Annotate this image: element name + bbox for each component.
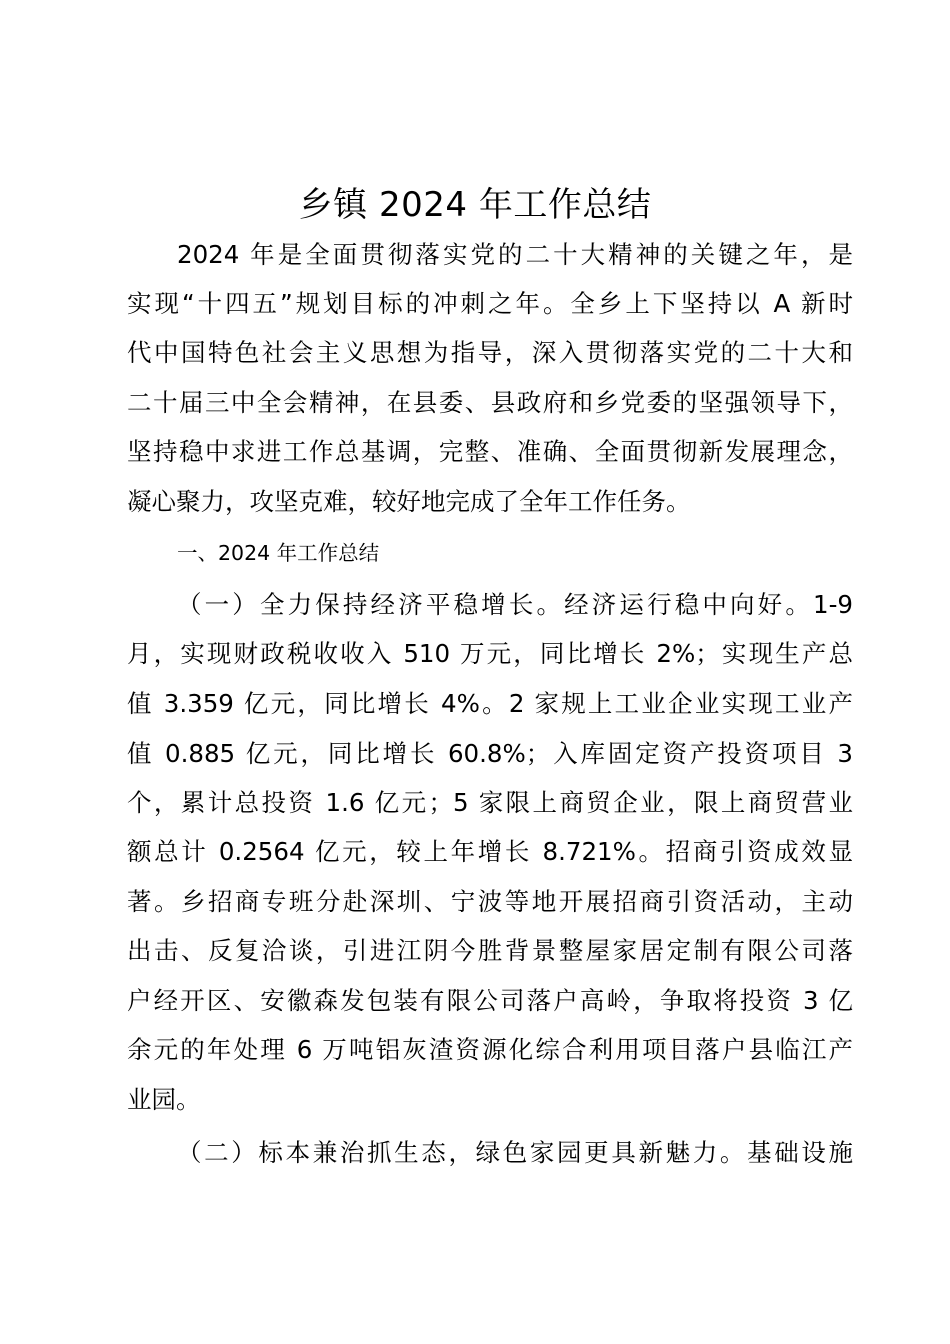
paragraph-line: 凝心聚力，攻坚克难，较好地完成了全年工作任务。: [127, 487, 691, 516]
paragraph-line: 额总计 0.2564 亿元，较上年增长 8.721%。招商引资成效显: [127, 837, 853, 866]
paragraph-line: 坚持稳中求进工作总基调，完整、准确、全面贯彻新发展理念，: [127, 437, 853, 466]
paragraph-line: 著。乡招商专班分赴深圳、宁波等地开展招商引资活动，主动: [127, 887, 853, 916]
paragraph-line: 月，实现财政税收收入 510 万元，同比增长 2%；实现生产总: [127, 639, 853, 668]
paragraph-line: 户经开区、安徽森发包装有限公司落户高岭，争取将投资 3 亿: [127, 986, 853, 1015]
paragraph-line: 二十届三中全会精神，在县委、县政府和乡党委的坚强领导下，: [127, 388, 853, 417]
paragraph-line: 业园。: [127, 1085, 201, 1114]
paragraph-line: （二）标本兼治抓生态，绿色家园更具新魅力。基础设施: [177, 1138, 853, 1167]
document-title: 乡镇 2024 年工作总结: [298, 185, 652, 225]
paragraph-line: 值 0.885 亿元，同比增长 60.8%；入库固定资产投资项目 3: [127, 739, 853, 768]
section-heading: 一、2024 年工作总结: [177, 541, 380, 565]
paragraph-line: 出击、反复洽谈，引进江阴今胜背景整屋家居定制有限公司落: [127, 936, 853, 965]
paragraph-line: 值 3.359 亿元，同比增长 4%。2 家规上工业企业实现工业产: [127, 689, 853, 718]
paragraph-line: 代中国特色社会主义思想为指导，深入贯彻落实党的二十大和: [127, 338, 853, 367]
paragraph-line: 实现“十四五”规划目标的冲刺之年。全乡上下坚持以 A 新时: [127, 289, 853, 318]
paragraph-line: （一）全力保持经济平稳增长。经济运行稳中向好。1-9: [177, 590, 853, 619]
paragraph-line: 2024 年是全面贯彻落实党的二十大精神的关键之年，是: [177, 240, 853, 269]
paragraph-line: 余元的年处理 6 万吨铝灰渣资源化综合利用项目落户县临江产: [127, 1035, 853, 1064]
paragraph-line: 个，累计总投资 1.6 亿元；5 家限上商贸企业，限上商贸营业: [127, 788, 853, 817]
